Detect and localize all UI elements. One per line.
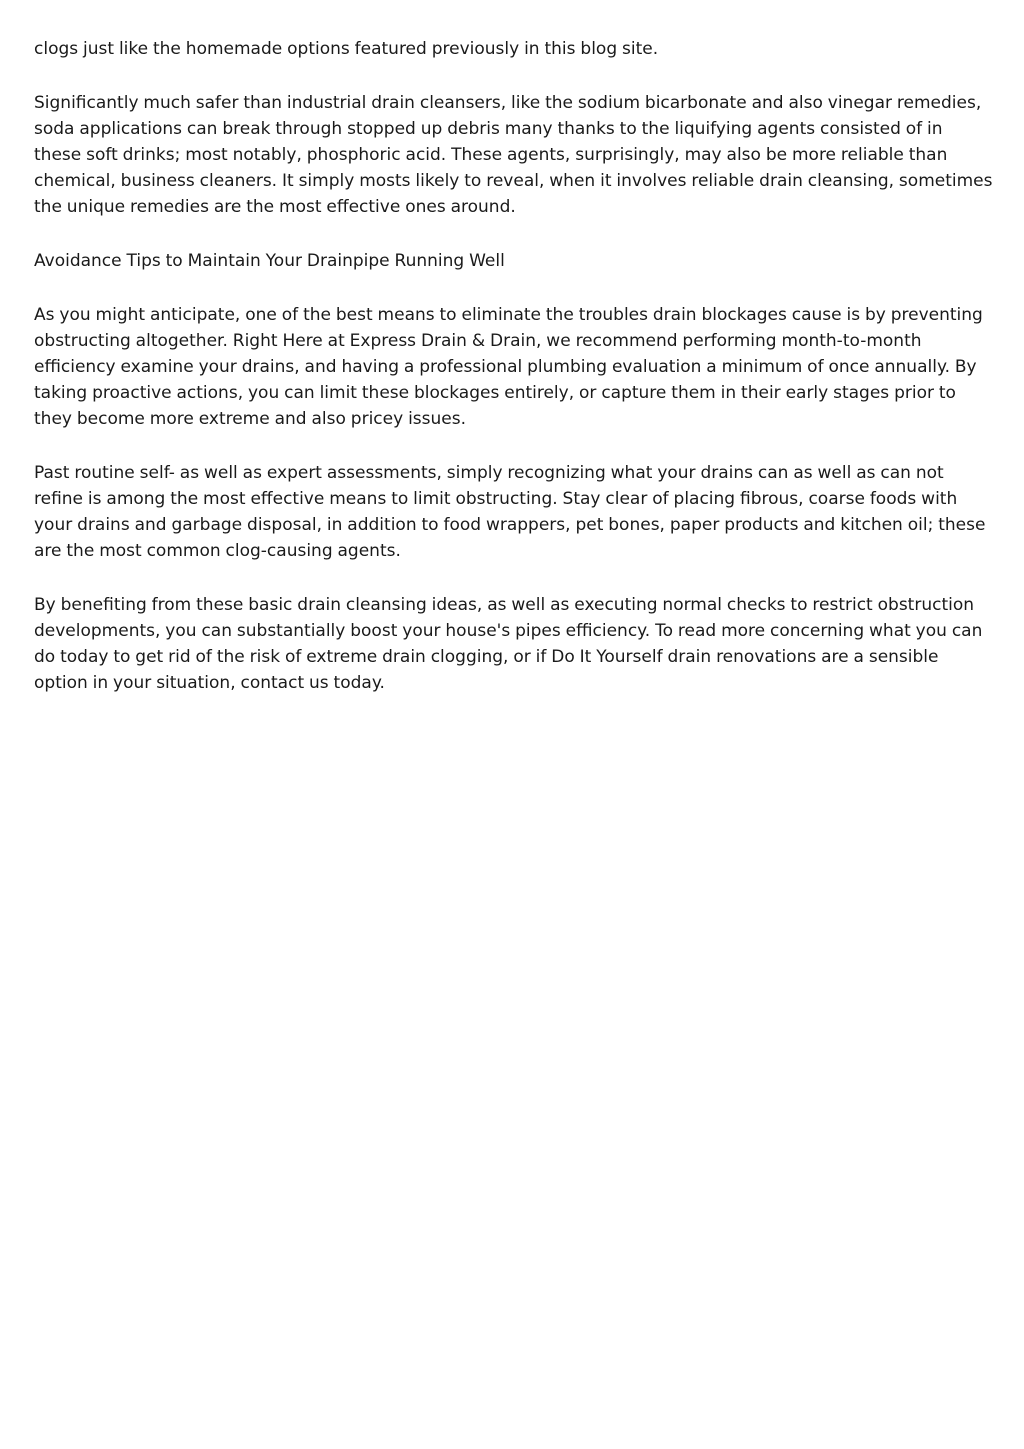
paragraph-soda-remedies: Significantly much safer than industrial drain cleansers, like the sodium bicarbonate and also vinegar remedies, soda applications can break through stopped up debris many thanks to the liquifying agents consisted of in these soft drinks; most notably, phosphoric acid. These agents, surprisingly, may also be more reliable than chemical, business cleaners. It simply mosts likely to reveal, when it involves reliable drain cleansing, sometimes the unique remedies are the most effective ones around. [34,93,993,217]
section-heading-avoidance-tips: Avoidance Tips to Maintain Your Drainpipe Running Well [34,251,505,271]
paragraph-routine-assessments: Past routine self- as well as expert assessments, simply recognizing what your drains can as well as can not refine is among the most effective means to limit obstructing. Stay clear of placing fibrous, coarse foods with your drains and garbage disposal, in addition to food wrappers, pet bones, paper products and kitchen oil; these are the most common clog-causing agents. [34,463,986,561]
paragraph-prevention: As you might anticipate, one of the best means to eliminate the troubles drain blockages cause is by preventing obstructing altogether. Right Here at Express Drain & Drain, we recommend performing month-to-month efficiency examine your drains, and having a professional plumbing evaluation a minimum of once annually. By taking proactive actions, you can limit these blockages entirely, or capture them in their early stages prior to they become more extreme and also pricey issues. [34,305,983,429]
paragraph-conclusion: By benefiting from these basic drain cleansing ideas, as well as executing normal checks to restrict obstruction developments, you can substantially boost your house's pipes efficiency. To read more concerning what you can do today to get rid of the risk of extreme drain clogging, or if Do It Yourself drain renovations are a sensible option in your situation, contact us today. [34,595,983,693]
document-page [34,36,994,724]
paragraph-intro-continuation: clogs just like the homemade options featured previously in this blog site. [34,39,659,59]
